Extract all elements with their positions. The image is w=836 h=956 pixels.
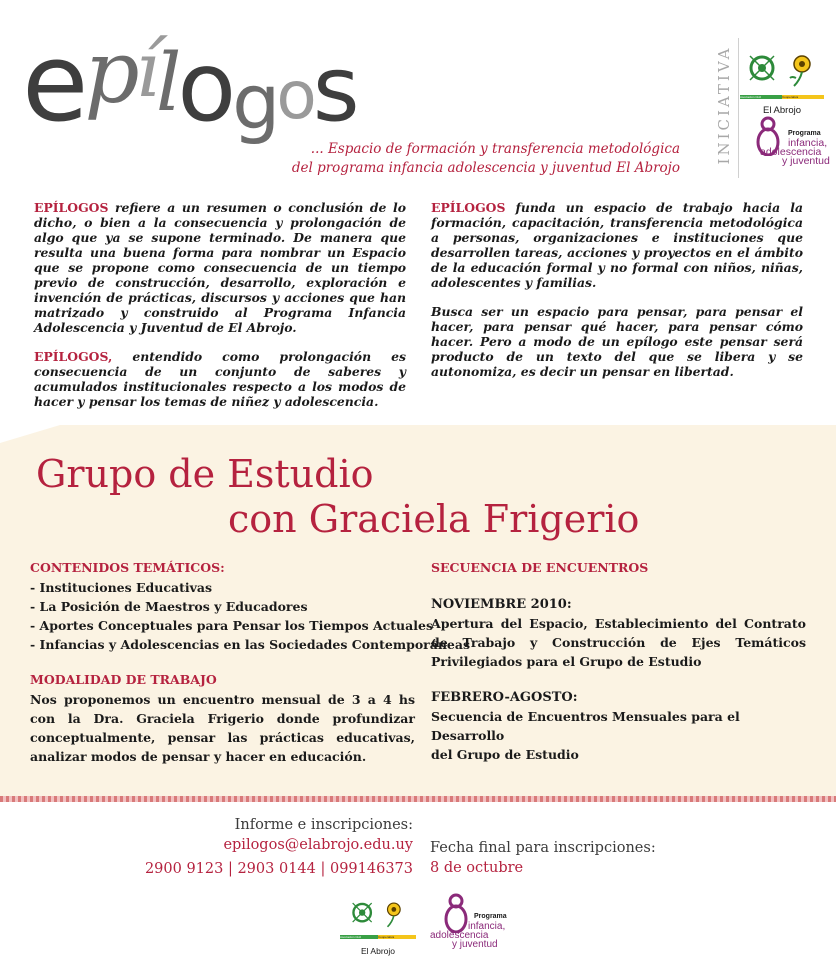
abrojo-plant-icon: [740, 42, 824, 90]
header-divider: [738, 38, 739, 178]
deadline-date: 8 de octubre: [430, 860, 524, 876]
programa-label: Programa: [788, 130, 821, 137]
abrojo-bar-right: Cooperativa: [782, 95, 824, 99]
el-abrojo-logo-bottom: [338, 892, 418, 956]
programa-label: Programa: [474, 913, 507, 920]
intro-right-p1: EPÍLOGOS funda un espacio de trabajo hacia la formación, capacitación, transferencia metodológica a personas, organizaciones e instituciones que desarrollen tareas, acciones y proyectos en el ámbito de la educación formal y no formal con niños, niñas, adolescentes y familias.: [431, 200, 803, 290]
epilogos-lead: EPÍLOGOS,: [34, 349, 113, 364]
abrojo-bar-right: Cooperativa: [378, 935, 416, 939]
secuencia-section: [431, 560, 806, 764]
deadline-block: [430, 838, 690, 878]
list-item: - Instituciones Educativas: [30, 580, 213, 595]
list-item: - La Posición de Maestros y Educadores: [30, 599, 308, 614]
list-item: - Infancias y Adolescencias en las Sociedades Contemporáneas: [30, 637, 471, 652]
abrojo-plant-icon: [338, 892, 418, 930]
study-group-title-2: con Graciela Frigerio: [228, 497, 640, 541]
band-bottom-border: [0, 796, 836, 802]
abrojo-bar-left: Asociación Civil: [740, 95, 782, 99]
header-tagline: [250, 140, 680, 178]
programa-logo-bottom: [430, 893, 512, 951]
modalidad-text: Nos proponemos un encuentro mensual de 3 a 4 hs con la Dra. Graciela Frigerio donde profundizar conceptualmente, pensar las prácticas educativas, analizar modos de pensar y hacer en educación.: [30, 692, 415, 764]
deadline-label: Fecha final para inscripciones:: [430, 840, 656, 856]
intro-left-column: [34, 200, 406, 423]
tagline-line-2: del programa infancia adolescencia y juventud El Abrojo: [291, 160, 680, 176]
band-corner: [0, 425, 60, 443]
programa-line-4: y juventud: [782, 155, 830, 167]
programa-line-3: adolescencia: [430, 930, 489, 941]
tagline-line-1: ... Espacio de formación y transferencia metodológica: [310, 141, 680, 157]
contact-phones: 2900 9123 | 2903 0144 | 099146373: [144, 861, 413, 877]
intro-left-p1: EPÍLOGOS refiere a un resumen o conclusión de lo dicho, o bien a la consecuencia y prolongación de algo que ya se supone terminado. De manera que resulta una buena forma para nombrar un Espacio que se propone como consecuencia de un tiempo previo de construcción, desarrollo, exploración e invención de prácticas, discursos y acciones que han matrizado y construido al Programa Infancia Adolescencia y Juventud de El Abrojo.: [34, 200, 406, 335]
iniciativa-vertical: INICIATIVA: [715, 45, 733, 165]
el-abrojo-logo: [740, 42, 824, 116]
programa-text: [760, 137, 830, 167]
intro-left-p2: EPÍLOGOS, entendido como prolongación es consecuencia de un conjunto de saberes y acumulados institucionales respecto a los modos de hacer y pensar los temas de niñez y adolescencia.: [34, 349, 406, 409]
abrojo-name: El Abrojo: [360, 946, 396, 956]
contact-block: [140, 815, 413, 879]
epilogos-lead: EPÍLOGOS: [34, 200, 109, 215]
modalidad-section: [30, 672, 415, 766]
programa-line-4: y juventud: [452, 939, 498, 950]
epilogos-logo: epílogos: [22, 21, 356, 146]
intro-right-p2: Busca ser un espacio para pensar, para pensar el hacer, para pensar qué hacer, para pensar cómo hacer. Pero a modo de un epílogo este pensar será producto de un texto del que se libera y se autonomiza, es decir un pensar en libertad.: [431, 304, 803, 379]
contact-email[interactable]: epilogos@elabrojo.edu.uy: [223, 837, 413, 853]
programa-line-2: infancia,: [468, 921, 506, 932]
list-item: - Aportes Conceptuales para Pensar los Tiempos Actuales: [30, 618, 433, 633]
abrojo-name: El Abrojo: [762, 105, 802, 116]
programa-line-3: adolescencia: [760, 146, 822, 158]
abrojo-bar-left: Asociación Civil: [340, 935, 378, 939]
secuencia-block1-title: NOVIEMBRE 2010:: [431, 597, 572, 612]
modalidad-heading: MODALIDAD DE TRABAJO: [30, 672, 217, 687]
secuencia-block2-text-1: Secuencia de Encuentros Mensuales para el Desarrollo: [431, 709, 740, 743]
contenidos-heading: CONTENIDOS TEMÁTICOS:: [30, 560, 225, 575]
programa-logo: [756, 116, 836, 172]
contenidos-section: [30, 560, 471, 654]
study-group-title-1: Grupo de Estudio: [36, 452, 374, 496]
secuencia-block1-text: Apertura del Espacio, Establecimiento del Contrato de Trabajo y Construcción de Ejes Temáticos Privilegiados para el Grupo de Estudio: [431, 616, 806, 669]
secuencia-heading: SECUENCIA DE ENCUENTROS: [431, 560, 649, 575]
contact-label: Informe e inscripciones:: [234, 817, 413, 833]
epilogos-lead: EPÍLOGOS: [431, 200, 506, 215]
intro-right-column: [431, 200, 803, 393]
secuencia-block2-title: FEBRERO-AGOSTO:: [431, 690, 578, 705]
contenidos-list: [30, 578, 471, 654]
programa-text: [430, 922, 505, 949]
secuencia-block2-text-2: del Grupo de Estudio: [431, 747, 579, 762]
programa-line-2: infancia,: [788, 137, 828, 149]
